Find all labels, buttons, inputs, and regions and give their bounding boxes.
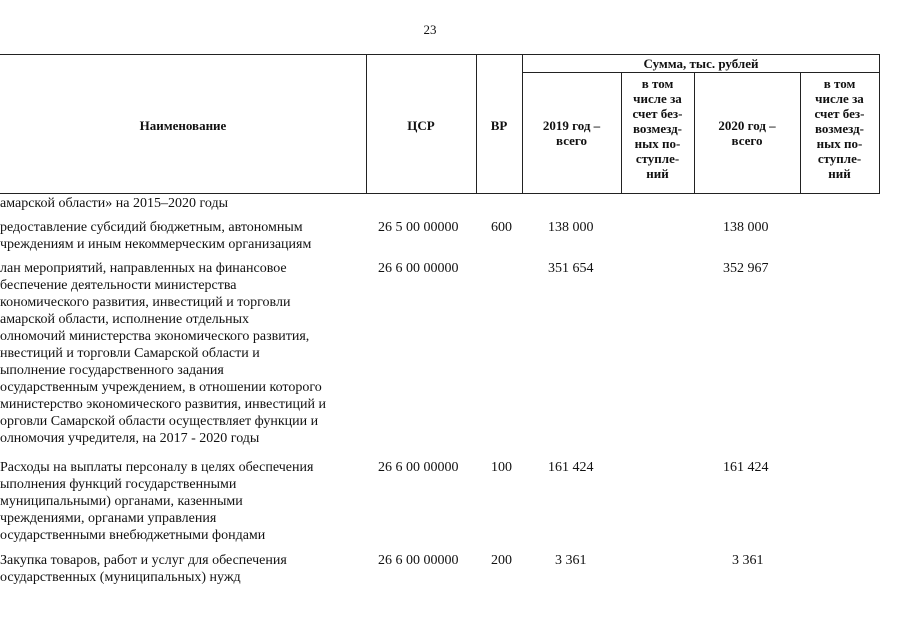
- row-2020: 3 361: [732, 553, 764, 568]
- row-csr: 26 5 00 00000: [378, 220, 459, 235]
- header-2019-grants: в том числе за счет без- возмезд- ных по- ступле- ний: [632, 76, 683, 181]
- row-name: редоставление субсидий бюджетным, автономным чреждениям и иным некоммерческим организациям: [0, 220, 312, 252]
- row-vr: 600: [491, 220, 512, 235]
- row-2020: 161 424: [723, 460, 769, 475]
- row-vr: 100: [491, 460, 512, 475]
- continuation-line: амарской области» на 2015–2020 годы: [0, 196, 229, 211]
- header-vr: ВР: [490, 118, 508, 133]
- header-name: Наименование: [139, 118, 227, 133]
- row-2019: 351 654: [548, 261, 594, 276]
- row-name: Закупка товаров, работ и услуг для обеспечения осударственных (муниципальных) нужд: [0, 553, 287, 585]
- row-2019: 3 361: [555, 553, 587, 568]
- row-csr: 26 6 00 00000: [378, 460, 459, 475]
- page-number: 23: [423, 22, 437, 37]
- header-2019-total: 2019 год – всего: [542, 118, 601, 148]
- row-2019: 161 424: [548, 460, 594, 475]
- row-2020: 352 967: [723, 261, 769, 276]
- header-sum-group: Сумма, тыс. рублей: [643, 56, 759, 71]
- row-2019: 138 000: [548, 220, 594, 235]
- row-2020: 138 000: [723, 220, 769, 235]
- header-csr: ЦСР: [407, 118, 435, 133]
- row-vr: 200: [491, 553, 512, 568]
- row-csr: 26 6 00 00000: [378, 553, 459, 568]
- row-csr: 26 6 00 00000: [378, 261, 459, 276]
- header-2020-grants: в том числе за счет без- возмезд- ных по- ступле- ний: [814, 76, 865, 181]
- row-name: лан мероприятий, направленных на финансовое беспечение деятельности министерства кономического развития, инвестиций и торговли амарской области, исполнение отдельных олномочий министерства экономического развития, нвестиций и торговли Самарской области и ыполнение государственного задания осударственным учреждением, в отношении которого министерство экономического развития, инвестиций и орговли Самарской области осуществляет функции и олномочия учредителя, на 2017 - 2020 годы: [0, 261, 326, 446]
- header-2020-total: 2020 год – всего: [718, 118, 776, 148]
- row-name: Расходы на выплаты персоналу в целях обеспечения ыполнения функций государственными муниципальными) органами, казенными чреждениями, органами управления осударственными внебюджетными фондами: [0, 460, 314, 543]
